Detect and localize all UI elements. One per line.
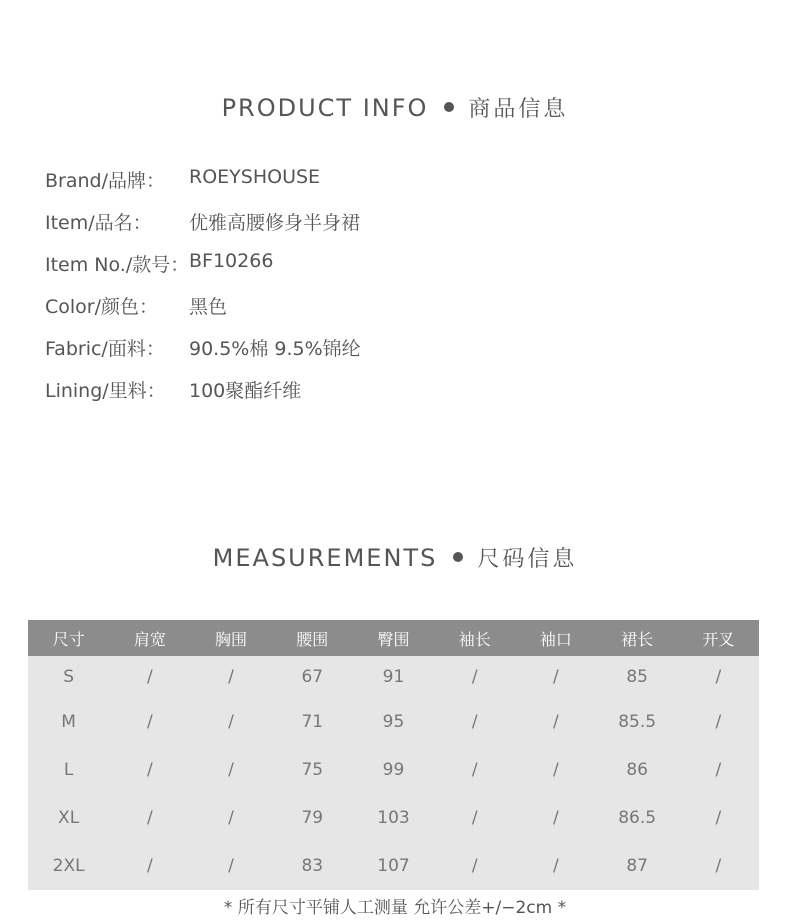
product-info-title-en: PRODUCT INFO xyxy=(221,94,429,122)
table-cell: 83 xyxy=(272,842,353,890)
table-header-cell: 肩宽 xyxy=(109,620,190,656)
table-cell: 87 xyxy=(597,842,678,890)
table-header-cell: 袖长 xyxy=(434,620,515,656)
info-row-fabric xyxy=(45,334,605,376)
table-cell: M xyxy=(28,698,109,746)
table-cell: 85 xyxy=(597,656,678,698)
size-table xyxy=(28,620,759,890)
table-cell: 79 xyxy=(272,794,353,842)
table-cell: / xyxy=(109,698,190,746)
table-row xyxy=(28,698,759,746)
table-cell: 99 xyxy=(353,746,434,794)
table-cell: 86.5 xyxy=(597,794,678,842)
info-row-item-no xyxy=(45,250,605,292)
info-label: Item No./款号： xyxy=(45,254,190,276)
info-row-lining xyxy=(45,376,605,418)
info-label: Lining/里料： xyxy=(45,380,166,402)
table-cell: / xyxy=(109,656,190,698)
table-cell: / xyxy=(434,656,515,698)
table-cell: / xyxy=(678,698,759,746)
table-cell: / xyxy=(515,698,596,746)
info-value: 100聚酯纤维 xyxy=(189,380,302,402)
measurement-note: * 所有尺寸平铺人工测量 允许公差+/−2cm * xyxy=(223,898,567,918)
table-cell: XL xyxy=(28,794,109,842)
table-cell: / xyxy=(515,842,596,890)
measurements-title-en: MEASUREMENTS xyxy=(212,544,438,572)
product-info-title-cn: 商品信息 xyxy=(468,97,569,122)
table-cell: 95 xyxy=(353,698,434,746)
table-cell: / xyxy=(434,698,515,746)
table-header-row xyxy=(28,620,759,656)
table-cell: / xyxy=(190,746,271,794)
table-cell: / xyxy=(515,656,596,698)
table-cell: / xyxy=(678,794,759,842)
info-row-brand xyxy=(45,166,605,208)
info-label: Item/品名： xyxy=(45,212,152,234)
table-row xyxy=(28,746,759,794)
table-cell: L xyxy=(28,746,109,794)
table-header-cell: 裙长 xyxy=(597,620,678,656)
table-header-cell: 尺寸 xyxy=(28,620,109,656)
info-label: Fabric/面料： xyxy=(45,338,165,360)
table-header-cell: 开叉 xyxy=(678,620,759,656)
info-label: Brand/品牌： xyxy=(45,170,165,192)
measurements-title-cn: 尺码信息 xyxy=(477,547,578,572)
table-cell: 75 xyxy=(272,746,353,794)
table-cell: / xyxy=(109,794,190,842)
table-cell: / xyxy=(190,794,271,842)
table-cell: 71 xyxy=(272,698,353,746)
info-value: BF10266 xyxy=(189,250,274,272)
table-cell: 91 xyxy=(353,656,434,698)
table-cell: / xyxy=(515,746,596,794)
info-value: 优雅高腰修身半身裙 xyxy=(189,212,361,234)
table-row xyxy=(28,656,759,698)
table-cell: 107 xyxy=(353,842,434,890)
table-row xyxy=(28,794,759,842)
table-cell: 85.5 xyxy=(597,698,678,746)
table-cell: 103 xyxy=(353,794,434,842)
table-header-cell: 胸围 xyxy=(190,620,271,656)
table-header-cell: 袖口 xyxy=(515,620,596,656)
bullet-dot-icon xyxy=(444,102,454,112)
info-value: ROEYSHOUSE xyxy=(189,166,321,188)
table-header-cell: 腰围 xyxy=(272,620,353,656)
bullet-dot-icon xyxy=(453,552,463,562)
info-row-item xyxy=(45,208,605,250)
table-header-cell: 臀围 xyxy=(353,620,434,656)
table-cell: 67 xyxy=(272,656,353,698)
table-cell: / xyxy=(190,842,271,890)
table-cell: / xyxy=(678,746,759,794)
measurements-title xyxy=(0,542,790,573)
table-row xyxy=(28,842,759,890)
table-cell: / xyxy=(678,656,759,698)
table-cell: 86 xyxy=(597,746,678,794)
table-cell: / xyxy=(678,842,759,890)
table-cell: S xyxy=(28,656,109,698)
table-cell: / xyxy=(434,746,515,794)
info-value: 黑色 xyxy=(189,296,228,318)
table-cell: / xyxy=(109,746,190,794)
info-row-color xyxy=(45,292,605,334)
table-cell: / xyxy=(109,842,190,890)
info-value: 90.5%棉 9.5%锦纶 xyxy=(189,338,361,360)
table-cell: 2XL xyxy=(28,842,109,890)
info-label: Color/颜色： xyxy=(45,296,159,318)
table-cell: / xyxy=(515,794,596,842)
table-cell: / xyxy=(190,656,271,698)
table-cell: / xyxy=(434,794,515,842)
product-info-list xyxy=(45,166,605,418)
table-cell: / xyxy=(434,842,515,890)
table-cell: / xyxy=(190,698,271,746)
product-info-title xyxy=(0,92,790,123)
